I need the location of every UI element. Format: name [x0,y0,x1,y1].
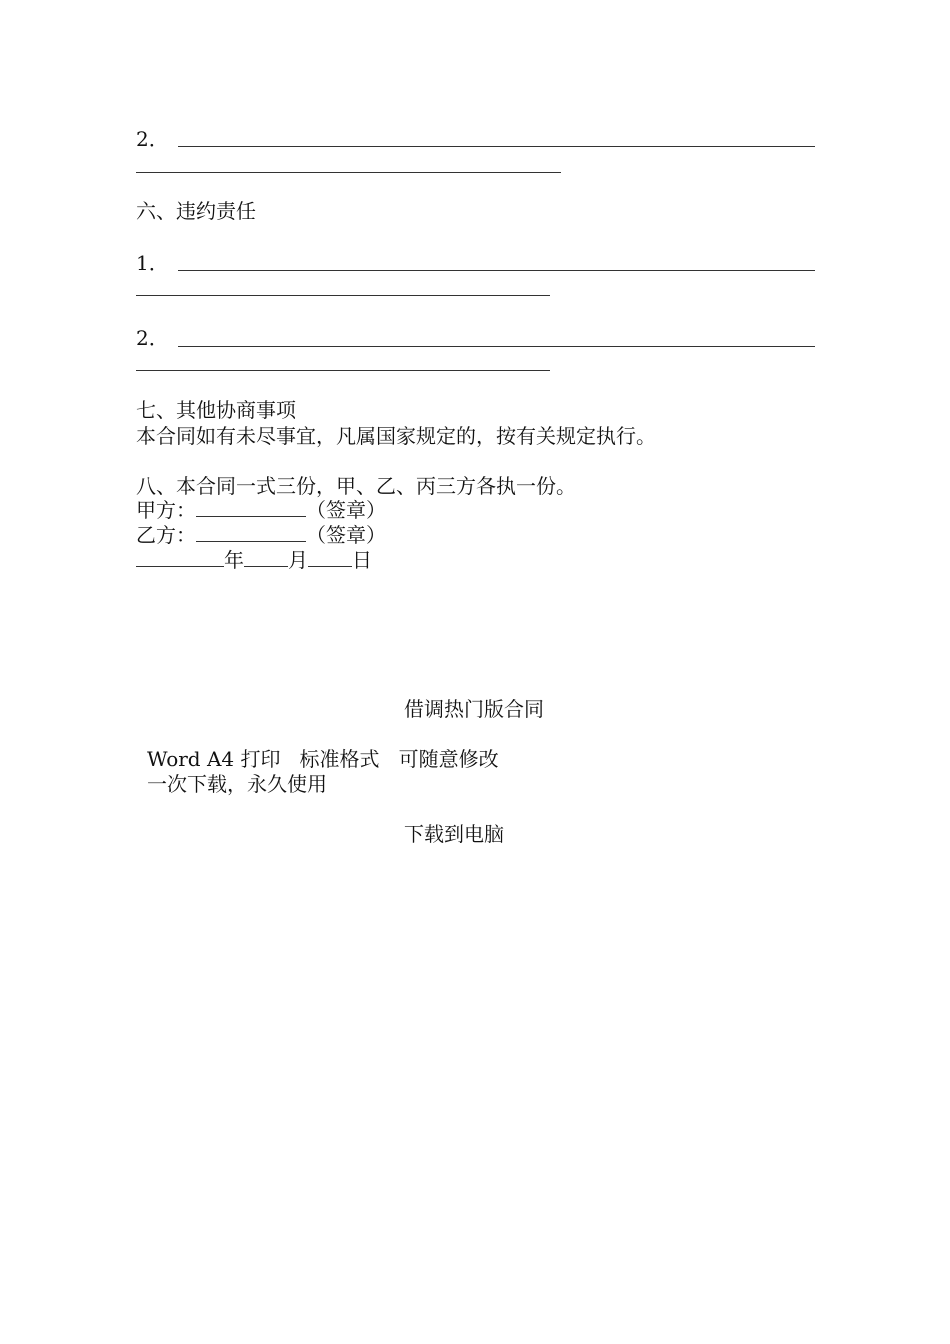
seal-label: （签章） [306,523,386,547]
day-blank [308,548,352,567]
seal-label: （签章） [306,498,386,522]
item-number: 2． [136,326,169,350]
day-label: 日 [352,548,372,572]
party-a-label: 甲方： [136,498,196,522]
month-blank [244,548,288,567]
section-text-other: 本合同如有未尽事宜，凡属国家规定的，按有关规定执行。 [136,424,656,448]
promo-features: Word A4 打印 标准格式 可随意修改 [147,747,499,771]
promo-title: 借调热门版合同 [404,697,544,721]
year-blank [136,548,224,567]
signature-party-b [136,523,386,547]
fill-line [178,146,815,147]
download-link[interactable]: 下载到电脑 [404,822,504,846]
signature-blank [196,498,306,517]
party-b-label: 乙方： [136,523,196,547]
fill-line [136,370,550,371]
year-label: 年 [224,548,244,572]
fill-line [136,295,550,296]
signature-blank [196,523,306,542]
signature-party-a [136,498,386,522]
section-heading-other: 七、其他协商事项 [136,398,296,422]
signature-date [136,548,372,572]
fill-line [178,346,815,347]
section-heading-breach: 六、违约责任 [136,199,256,223]
item-number: 1． [136,251,169,275]
promo-note: 一次下载，永久使用 [147,772,327,796]
fill-line [136,172,561,173]
section-text-copies: 八、本合同一式三份，甲、乙、丙三方各执一份。 [136,474,576,498]
fill-line [178,270,815,271]
item-number: 2． [136,127,169,151]
month-label: 月 [288,548,308,572]
